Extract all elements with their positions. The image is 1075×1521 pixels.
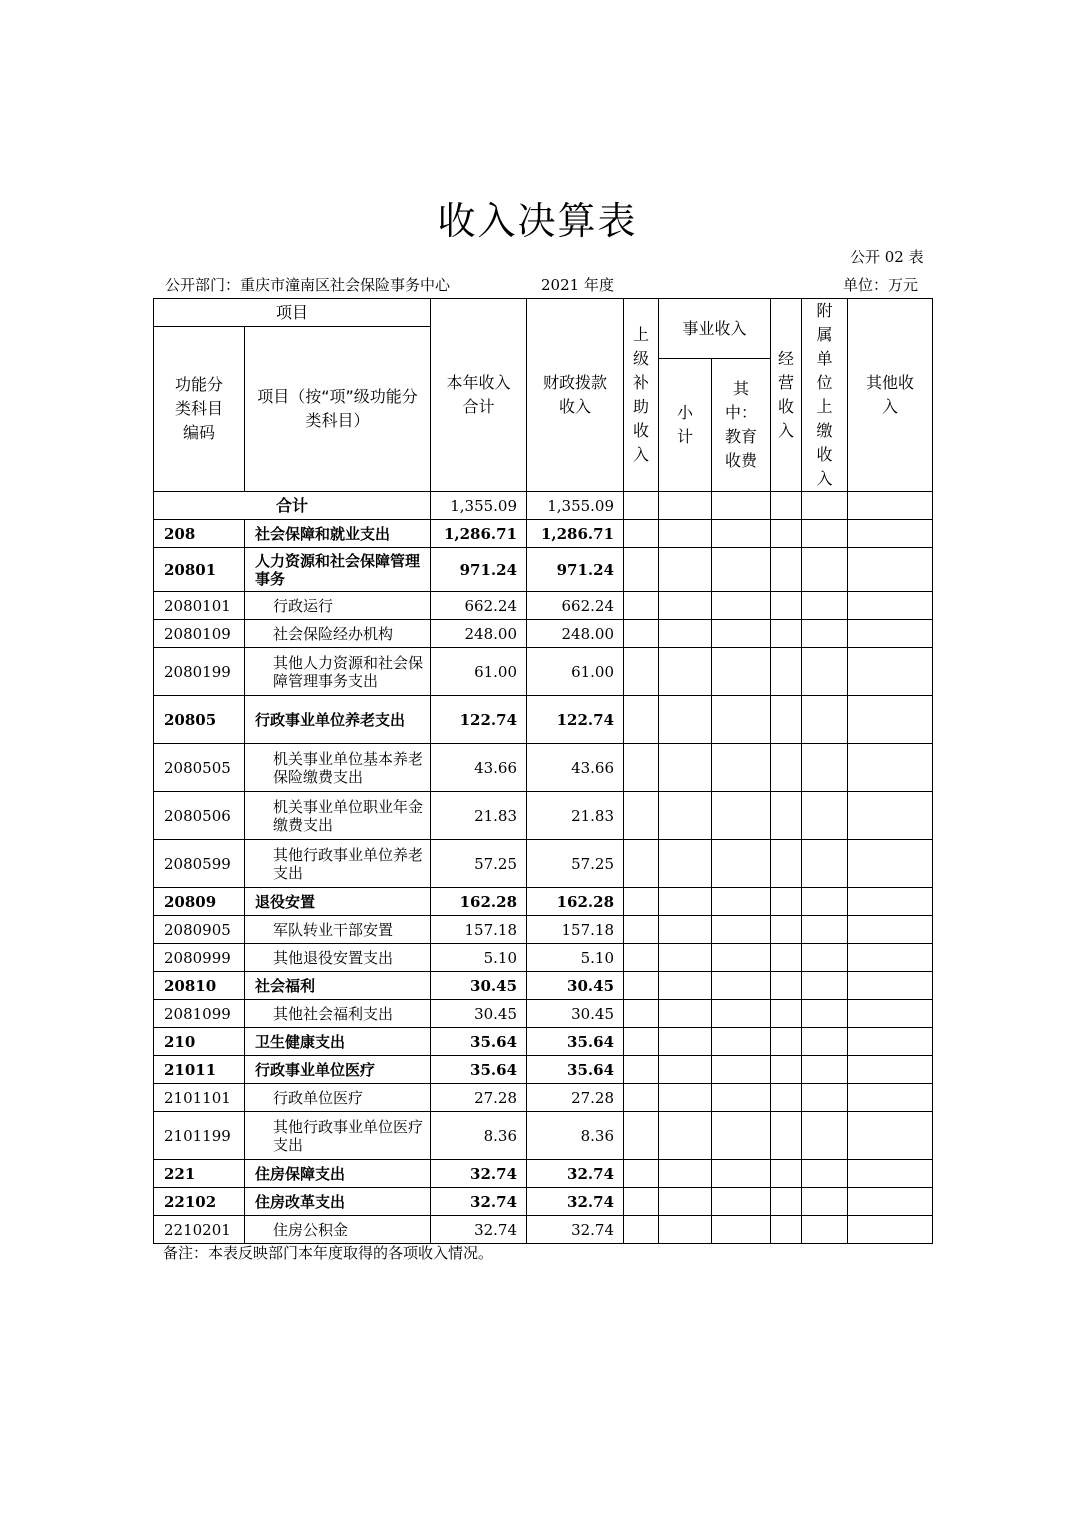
empty-cell	[712, 1028, 771, 1056]
row-name: 其他行政事业单位医疗支出	[245, 1112, 431, 1160]
empty-cell	[771, 1028, 802, 1056]
fiscal-year: 2021 年度	[541, 276, 614, 294]
empty-cell	[712, 548, 771, 592]
row-total: 30.45	[431, 972, 527, 1000]
row-name: 住房保障支出	[245, 1160, 431, 1188]
empty-cell	[659, 1000, 712, 1028]
row-code: 20805	[154, 696, 245, 744]
table-row	[154, 1160, 933, 1188]
empty-cell	[624, 1000, 659, 1028]
empty-cell	[802, 648, 848, 696]
empty-cell	[771, 916, 802, 944]
row-total: 5.10	[431, 944, 527, 972]
department-label: 公开部门：重庆市潼南区社会保险事务中心	[165, 276, 451, 294]
row-code: 2080101	[154, 592, 245, 620]
empty-cell	[848, 648, 933, 696]
empty-cell	[659, 1216, 712, 1244]
empty-cell	[771, 792, 802, 840]
empty-cell	[659, 792, 712, 840]
row-code: 20810	[154, 972, 245, 1000]
empty-cell	[659, 620, 712, 648]
empty-cell	[712, 1056, 771, 1084]
row-fiscal: 122.74	[527, 696, 624, 744]
table-row	[154, 840, 933, 888]
empty-cell	[624, 1160, 659, 1188]
row-total: 971.24	[431, 548, 527, 592]
empty-cell	[624, 1188, 659, 1216]
row-name: 住房改革支出	[245, 1188, 431, 1216]
empty-cell	[848, 1028, 933, 1056]
empty-cell	[802, 620, 848, 648]
row-total: 35.64	[431, 1028, 527, 1056]
empty-cell	[659, 1084, 712, 1112]
empty-cell	[659, 944, 712, 972]
row-code: 20809	[154, 888, 245, 916]
row-fiscal: 30.45	[527, 972, 624, 1000]
row-fiscal: 32.74	[527, 1216, 624, 1244]
table-row	[154, 792, 933, 840]
empty-cell	[712, 520, 771, 548]
row-fiscal: 61.00	[527, 648, 624, 696]
empty-cell	[771, 1000, 802, 1028]
empty-cell	[771, 840, 802, 888]
empty-cell	[802, 1216, 848, 1244]
row-fiscal: 248.00	[527, 620, 624, 648]
empty-cell	[848, 620, 933, 648]
table-row	[154, 520, 933, 548]
header-name: 项目（按“项”级功能分类科目）	[245, 327, 431, 492]
empty-cell	[802, 944, 848, 972]
table-row	[154, 1216, 933, 1244]
row-total: 32.74	[431, 1188, 527, 1216]
empty-cell	[712, 888, 771, 916]
header-item: 项目	[154, 299, 431, 327]
row-name: 机关事业单位职业年金缴费支出	[245, 792, 431, 840]
header-affiliated: 附属单位上缴收入	[802, 299, 848, 492]
empty-cell	[848, 1084, 933, 1112]
row-code: 20801	[154, 548, 245, 592]
empty-cell	[659, 744, 712, 792]
row-total: 21.83	[431, 792, 527, 840]
empty-cell	[802, 548, 848, 592]
row-code: 2080109	[154, 620, 245, 648]
empty-cell	[848, 840, 933, 888]
row-name: 其他社会福利支出	[245, 1000, 431, 1028]
total-row	[154, 492, 933, 520]
empty-cell	[659, 592, 712, 620]
empty-cell	[848, 944, 933, 972]
empty-cell	[659, 520, 712, 548]
row-code: 2080905	[154, 916, 245, 944]
empty-cell	[712, 1188, 771, 1216]
row-fiscal: 1,286.71	[527, 520, 624, 548]
row-name: 行政事业单位医疗	[245, 1056, 431, 1084]
empty-cell	[712, 744, 771, 792]
empty-cell	[712, 620, 771, 648]
empty-cell	[848, 792, 933, 840]
empty-cell	[624, 916, 659, 944]
empty-cell	[624, 840, 659, 888]
empty-cell	[848, 520, 933, 548]
row-name: 社会保险经办机构	[245, 620, 431, 648]
row-total: 32.74	[431, 1216, 527, 1244]
empty-cell	[659, 972, 712, 1000]
empty-cell	[802, 1056, 848, 1084]
empty-cell	[712, 972, 771, 1000]
row-total: 8.36	[431, 1112, 527, 1160]
empty-cell	[712, 696, 771, 744]
row-fiscal: 157.18	[527, 916, 624, 944]
table-row	[154, 1112, 933, 1160]
row-name: 其他退役安置支出	[245, 944, 431, 972]
row-name: 其他人力资源和社会保障管理事务支出	[245, 648, 431, 696]
row-name: 社会保障和就业支出	[245, 520, 431, 548]
table-row	[154, 944, 933, 972]
row-fiscal: 35.64	[527, 1028, 624, 1056]
total-amount: 1,355.09	[431, 492, 527, 520]
empty-cell	[624, 792, 659, 840]
empty-cell	[802, 888, 848, 916]
row-fiscal: 662.24	[527, 592, 624, 620]
row-fiscal: 27.28	[527, 1084, 624, 1112]
row-code: 208	[154, 520, 245, 548]
row-code: 2101101	[154, 1084, 245, 1112]
empty-cell	[848, 744, 933, 792]
form-number: 公开 02 表	[850, 248, 924, 266]
footnote: 备注：本表反映部门本年度取得的各项收入情况。	[163, 1244, 494, 1262]
empty-cell	[771, 520, 802, 548]
row-total: 27.28	[431, 1084, 527, 1112]
empty-cell	[802, 840, 848, 888]
row-fiscal: 32.74	[527, 1160, 624, 1188]
table-row	[154, 1056, 933, 1084]
empty-cell	[712, 648, 771, 696]
empty-cell	[659, 696, 712, 744]
row-total: 32.74	[431, 1160, 527, 1188]
empty-cell	[771, 648, 802, 696]
row-code: 2080999	[154, 944, 245, 972]
empty-cell	[848, 1000, 933, 1028]
empty-cell	[712, 792, 771, 840]
empty-cell	[771, 696, 802, 744]
row-total: 662.24	[431, 592, 527, 620]
empty-cell	[712, 592, 771, 620]
header-superior: 上级补助收入	[624, 299, 659, 492]
empty-cell	[712, 944, 771, 972]
empty-cell	[771, 944, 802, 972]
empty-cell	[802, 592, 848, 620]
empty-cell	[848, 1188, 933, 1216]
row-total: 248.00	[431, 620, 527, 648]
empty-cell	[659, 1160, 712, 1188]
empty-cell	[848, 1216, 933, 1244]
row-total: 157.18	[431, 916, 527, 944]
row-code: 22102	[154, 1188, 245, 1216]
table-row	[154, 1028, 933, 1056]
empty-cell	[624, 1112, 659, 1160]
empty-cell	[712, 1112, 771, 1160]
empty-cell	[848, 548, 933, 592]
empty-cell	[624, 620, 659, 648]
empty-cell	[771, 620, 802, 648]
empty-cell	[802, 744, 848, 792]
row-code: 210	[154, 1028, 245, 1056]
empty-cell	[624, 592, 659, 620]
row-fiscal: 35.64	[527, 1056, 624, 1084]
row-fiscal: 5.10	[527, 944, 624, 972]
empty-cell	[771, 888, 802, 916]
row-code: 221	[154, 1160, 245, 1188]
row-fiscal: 30.45	[527, 1000, 624, 1028]
header-total: 本年收入合计	[431, 299, 527, 492]
empty-cell	[848, 972, 933, 1000]
empty-cell	[624, 888, 659, 916]
table-row	[154, 1000, 933, 1028]
row-fiscal: 8.36	[527, 1112, 624, 1160]
empty-cell	[712, 916, 771, 944]
row-name: 行政单位医疗	[245, 1084, 431, 1112]
header-operating: 经营收入	[771, 299, 802, 492]
row-name: 行政事业单位养老支出	[245, 696, 431, 744]
header-edu: 其中：教育收费	[712, 359, 771, 492]
table-row	[154, 1188, 933, 1216]
table-row	[154, 1084, 933, 1112]
row-name: 卫生健康支出	[245, 1028, 431, 1056]
table-row	[154, 744, 933, 792]
empty-cell	[771, 1084, 802, 1112]
row-code: 2080505	[154, 744, 245, 792]
empty-cell	[848, 1160, 933, 1188]
empty-cell	[624, 520, 659, 548]
unit-label: 单位：万元	[843, 276, 919, 294]
row-total: 1,286.71	[431, 520, 527, 548]
empty-cell	[802, 792, 848, 840]
row-code: 2081099	[154, 1000, 245, 1028]
empty-cell	[624, 1216, 659, 1244]
empty-cell	[802, 1188, 848, 1216]
row-fiscal: 971.24	[527, 548, 624, 592]
empty-cell	[659, 1112, 712, 1160]
row-fiscal: 57.25	[527, 840, 624, 888]
row-total: 35.64	[431, 1056, 527, 1084]
empty-cell	[802, 1084, 848, 1112]
empty-cell	[848, 592, 933, 620]
row-code: 2210201	[154, 1216, 245, 1244]
empty-cell	[802, 916, 848, 944]
empty-cell	[659, 1188, 712, 1216]
table-row	[154, 696, 933, 744]
total-label: 合计	[154, 492, 431, 520]
row-name: 行政运行	[245, 592, 431, 620]
row-name: 住房公积金	[245, 1216, 431, 1244]
empty-cell	[802, 1160, 848, 1188]
empty-cell	[659, 888, 712, 916]
empty-cell	[659, 916, 712, 944]
empty-cell	[659, 1028, 712, 1056]
empty-cell	[659, 840, 712, 888]
empty-cell	[624, 696, 659, 744]
empty-cell	[771, 972, 802, 1000]
empty-cell	[712, 1000, 771, 1028]
empty-cell	[802, 972, 848, 1000]
row-total: 122.74	[431, 696, 527, 744]
empty-cell	[802, 696, 848, 744]
row-fiscal: 21.83	[527, 792, 624, 840]
empty-cell	[848, 888, 933, 916]
empty-cell	[848, 1112, 933, 1160]
table-row	[154, 888, 933, 916]
empty-cell	[624, 1084, 659, 1112]
empty-cell	[771, 1216, 802, 1244]
table-row	[154, 592, 933, 620]
empty-cell	[624, 1028, 659, 1056]
row-total: 61.00	[431, 648, 527, 696]
table-row	[154, 548, 933, 592]
page-title: 收入决算表	[437, 199, 638, 243]
row-total: 43.66	[431, 744, 527, 792]
empty-cell	[771, 1112, 802, 1160]
empty-cell	[624, 744, 659, 792]
empty-cell	[771, 592, 802, 620]
empty-cell	[624, 944, 659, 972]
header-code: 功能分类科目编码	[154, 327, 245, 492]
header-subtotal: 小计	[659, 359, 712, 492]
row-total: 162.28	[431, 888, 527, 916]
row-code: 2080599	[154, 840, 245, 888]
empty-cell	[771, 1188, 802, 1216]
empty-cell	[848, 1056, 933, 1084]
row-name: 人力资源和社会保障管理事务	[245, 548, 431, 592]
row-name: 军队转业干部安置	[245, 916, 431, 944]
row-name: 机关事业单位基本养老保险缴费支出	[245, 744, 431, 792]
empty-cell	[771, 1056, 802, 1084]
row-name: 退役安置	[245, 888, 431, 916]
row-code: 2080506	[154, 792, 245, 840]
row-code: 2101199	[154, 1112, 245, 1160]
empty-cell	[848, 696, 933, 744]
empty-cell	[659, 648, 712, 696]
row-fiscal: 32.74	[527, 1188, 624, 1216]
empty-cell	[712, 1216, 771, 1244]
total-fiscal: 1,355.09	[527, 492, 624, 520]
table-row	[154, 620, 933, 648]
empty-cell	[624, 648, 659, 696]
empty-cell	[802, 1112, 848, 1160]
empty-cell	[624, 972, 659, 1000]
row-name: 其他行政事业单位养老支出	[245, 840, 431, 888]
row-total: 30.45	[431, 1000, 527, 1028]
empty-cell	[848, 916, 933, 944]
table-row	[154, 648, 933, 696]
row-name: 社会福利	[245, 972, 431, 1000]
empty-cell	[802, 1000, 848, 1028]
table-row	[154, 916, 933, 944]
empty-cell	[712, 840, 771, 888]
empty-cell	[659, 548, 712, 592]
header-business: 事业收入	[659, 299, 771, 359]
table-row	[154, 972, 933, 1000]
empty-cell	[771, 548, 802, 592]
empty-cell	[624, 548, 659, 592]
revenue-table	[153, 298, 933, 1244]
row-fiscal: 162.28	[527, 888, 624, 916]
row-fiscal: 43.66	[527, 744, 624, 792]
header-other: 其他收入	[848, 299, 933, 492]
row-code: 2080199	[154, 648, 245, 696]
row-code: 21011	[154, 1056, 245, 1084]
empty-cell	[771, 744, 802, 792]
empty-cell	[802, 520, 848, 548]
empty-cell	[771, 1160, 802, 1188]
empty-cell	[712, 1160, 771, 1188]
row-total: 57.25	[431, 840, 527, 888]
header-fiscal: 财政拨款收入	[527, 299, 624, 492]
empty-cell	[802, 1028, 848, 1056]
empty-cell	[659, 1056, 712, 1084]
empty-cell	[624, 1056, 659, 1084]
empty-cell	[712, 1084, 771, 1112]
